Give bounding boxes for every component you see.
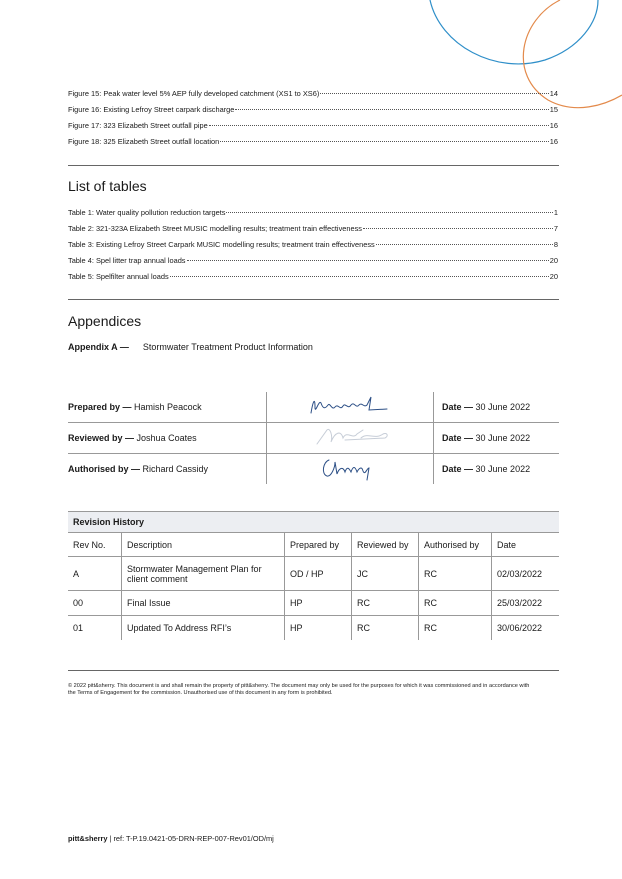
prepared-date: 30 June 2022 xyxy=(475,402,531,412)
authoriser-name: Richard Cassidy xyxy=(142,464,209,474)
table-row: 00 Final Issue HP RC RC 25/03/2022 xyxy=(68,591,559,616)
signature-authoriser xyxy=(267,454,434,485)
column-header: Reviewed by xyxy=(352,533,419,557)
blue-arc xyxy=(430,0,598,64)
table-row: A Stormwater Management Plan for client comment OD / HP JC RC 02/03/2022 xyxy=(68,557,559,591)
section-divider xyxy=(68,670,559,671)
preparer-name: Hamish Peacock xyxy=(134,402,202,412)
footer-brand: pitt&sherry xyxy=(68,834,108,843)
table-row: 01 Updated To Address RFI’s HP RC RC 30/06/2022 xyxy=(68,616,559,641)
reviewed-date: 30 June 2022 xyxy=(475,433,531,443)
signature-reviewer xyxy=(267,423,434,454)
reviewer-name: Joshua Coates xyxy=(136,433,197,443)
toc-entry[interactable]: Table 1: Water quality pollution reduction targets 1 xyxy=(68,208,558,217)
toc-entry[interactable]: Figure 18: 325 Elizabeth Street outfall location 16 xyxy=(68,137,558,146)
footer-ref: | ref: T-P.19.0421-05-DRN-REP-007-Rev01/OD/mj xyxy=(107,834,274,843)
toc-entry[interactable]: Figure 15: Peak water level 5% AEP fully developed catchment (XS1 to XS6) 14 xyxy=(68,89,558,98)
column-header: Prepared by xyxy=(285,533,352,557)
list-of-tables-heading: List of tables xyxy=(68,178,147,194)
appendix-label: Appendix A — xyxy=(68,342,129,352)
revision-history-table xyxy=(68,511,559,640)
signoff-row-reviewed: Reviewed by — Joshua Coates Date — 30 June 2022 xyxy=(68,423,559,454)
column-header: Description xyxy=(122,533,285,557)
toc-entry[interactable]: Table 2: 321-323A Elizabeth Street MUSIC modelling results; treatment train effectiveness 7 xyxy=(68,224,558,233)
appendix-title: Stormwater Treatment Product Information xyxy=(142,342,313,352)
column-header: Rev No. xyxy=(68,533,122,557)
column-header: Date xyxy=(492,533,560,557)
page-footer xyxy=(68,834,274,843)
signature-preparer xyxy=(267,392,434,423)
revision-history-title: Revision History xyxy=(68,512,559,533)
authorised-date: 30 June 2022 xyxy=(475,464,531,474)
signoff-table xyxy=(68,392,559,484)
revision-header-row xyxy=(68,533,559,557)
signoff-row-prepared: Prepared by — Hamish Peacock Date — 30 June 2022 xyxy=(68,392,559,423)
signoff-row-authorised: Authorised by — Richard Cassidy Date — 30 June 2022 xyxy=(68,454,559,485)
toc-entry[interactable]: Table 4: Spel litter trap annual loads 20 xyxy=(68,256,558,265)
toc-entry[interactable]: Figure 16: Existing Lefroy Street carpark discharge 15 xyxy=(68,105,558,114)
appendix-entry[interactable] xyxy=(68,342,313,352)
section-divider xyxy=(68,299,559,300)
toc-entry[interactable]: Figure 17: 323 Elizabeth Street outfall pipe 16 xyxy=(68,121,558,130)
section-divider xyxy=(68,165,559,166)
toc-entry[interactable]: Table 3: Existing Lefroy Street Carpark MUSIC modelling results; treatment train effectiveness 8 xyxy=(68,240,558,249)
copyright-notice: © 2022 pitt&sherry. This document is and shall remain the property of pitt&sherry. The document may only be used for the purposes for which it was commissioned and in accordance with the Terms of Engagement for the commission. Unauthorised use of this document in any form is prohibited. xyxy=(68,683,530,696)
column-header: Authorised by xyxy=(419,533,492,557)
toc-entry[interactable]: Table 5: Spelfilter annual loads 20 xyxy=(68,272,558,281)
appendices-heading: Appendices xyxy=(68,313,142,329)
